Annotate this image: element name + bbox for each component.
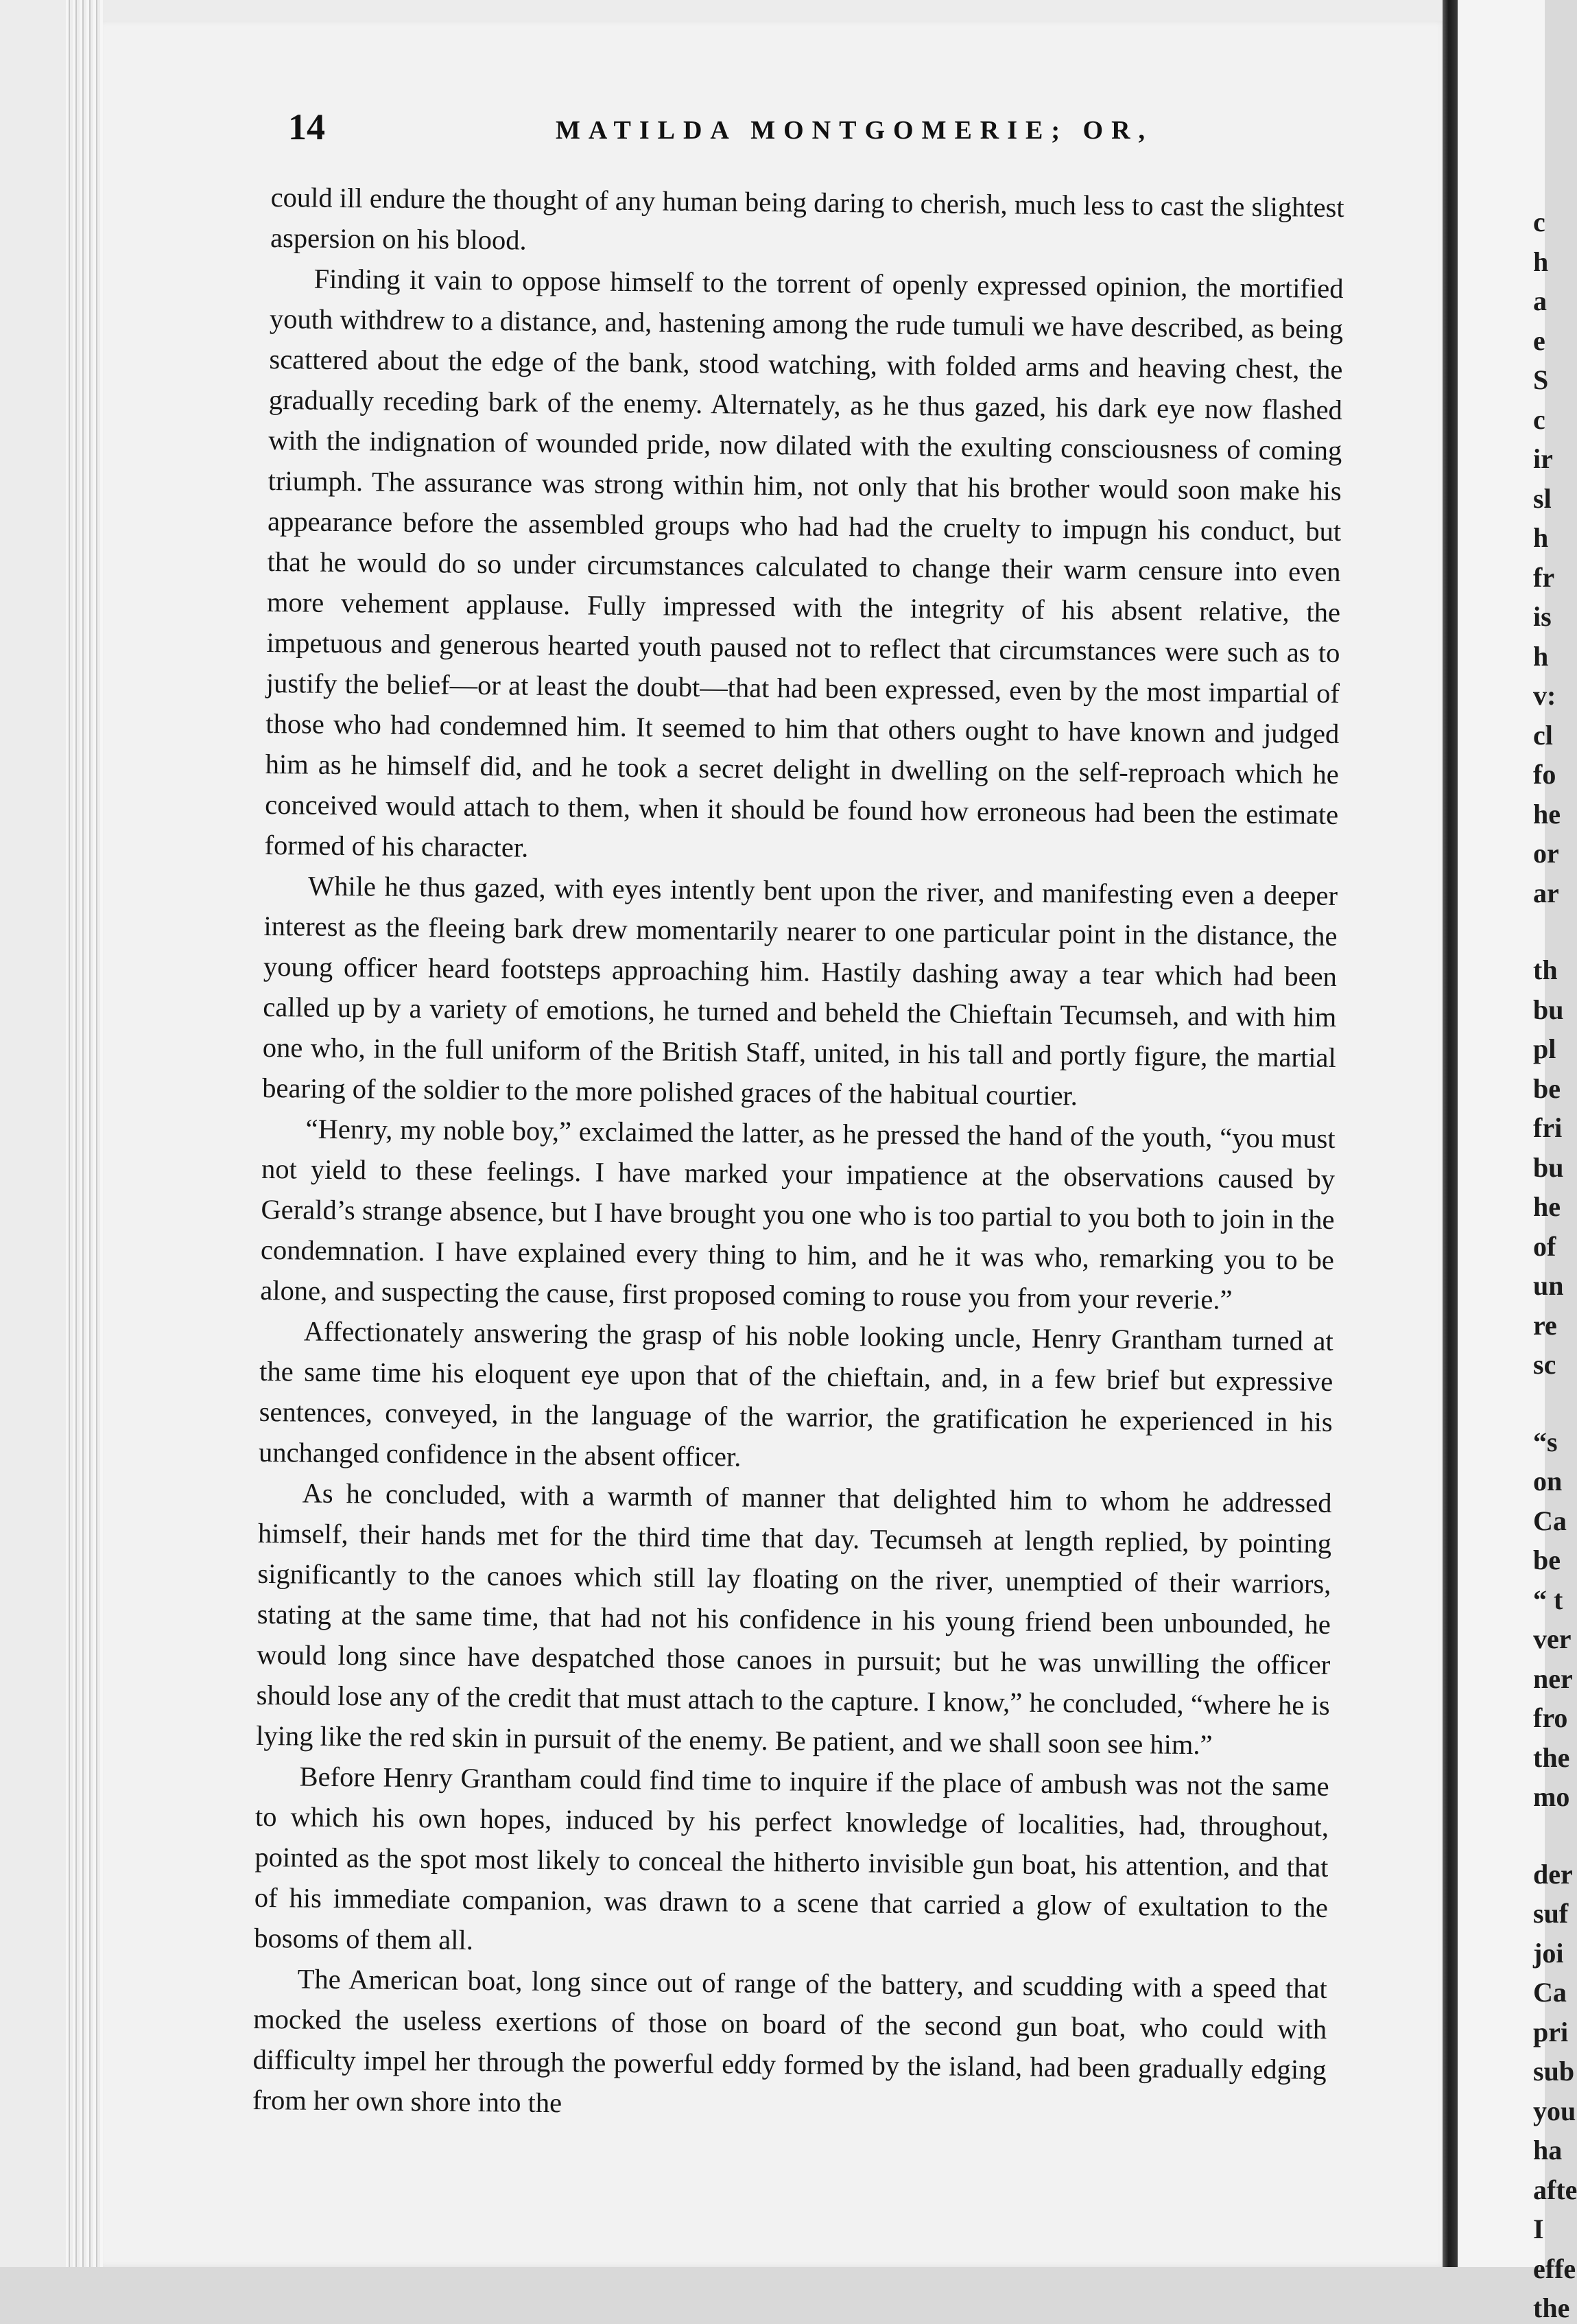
facing-page-margin — [1458, 0, 1577, 2323]
facing-page-fragment: h — [1533, 641, 1549, 672]
facing-page-fragment: cl — [1533, 720, 1553, 751]
paragraph: As he concluded, with a warmth of manner that delighted him to whom he addressed himself, their hands met for the third time that day. Tecumseh at length replied, by pointing significantly to the canoes which still lay floating on the river, unemptied of their warriors, stating at the same time, that had not his confidence in his young friend been unbounded, he would long since have despatched those canoes in pursuit; but he was unwilling the officer should lose any of the credit that must attach to the capture. I know,” he concluded, “where he is lying like the red skin in pursuit of the enemy. Be patient, and we shall soon see him.” — [255, 1477, 1332, 1761]
facing-page-fragment: der — [1533, 1859, 1573, 1890]
facing-page-fragment: ner — [1533, 1663, 1573, 1694]
facing-page-fragment: re — [1533, 1310, 1557, 1341]
facing-page-fragment: you — [1533, 2096, 1576, 2126]
paragraph: While he thus gazed, with eyes intently bent upon the river, and manifesting even a deeper interest as the fleeing bark drew momentarily nearer to one particular point in the distance, the young officer heard footsteps approaching him. Hastily dashing away a tear which had been called up by a variety of emotions, he turned and beheld the Chieftain Tecumseh, and with him one who, in the full uniform of the British Staff, united, in his tall and portly figure, the martial bearing of the soldier to the more polished graces of the habitual courtier. — [262, 870, 1338, 1112]
page-stack-edges — [66, 0, 103, 2267]
paragraph: The American boat, long since out of range of the battery, and scudding with a speed that mocked the useless exertions of those on board of the second gun boat, who could with difficulty impel her through the powerful eddy formed by the island, had been gradually edging from her own shore into the — [252, 1963, 1327, 2119]
facing-page-fragment: joi — [1533, 1938, 1564, 1969]
facing-page-fragment: e — [1533, 325, 1545, 356]
facing-page-fragment: ver — [1533, 1623, 1572, 1654]
facing-page-fragment: bu — [1533, 1152, 1564, 1183]
paragraph: Before Henry Grantham could find time to inquire if the place of ambush was not the same to which his own hopes, induced by his perfect knowledge of localities, had, throughout, pointed as the spot most likely to conceal the hitherto invisible gun boat, his attention, and that of his immediate companion, was drawn to a scene that carried a glow of exultation to the bosoms of them all. — [254, 1761, 1329, 1956]
paragraph: Affectionately answering the grasp of his noble looking uncle, Henry Grantham turned at the same time his eloquent eye upon that of the chieftain, and, in a few brief but expressive sentences, conveyed, in the language of the warrior, the gratification he experienced in his unchanged confidence in the absent officer. — [258, 1315, 1334, 1472]
facing-page-fragment: pl — [1533, 1033, 1556, 1064]
facing-page-fragment: is — [1533, 601, 1552, 632]
facing-page-fragment: th — [1533, 954, 1558, 985]
page-number: 14 — [288, 106, 325, 148]
facing-page-fragment: c — [1533, 404, 1545, 435]
paragraph: “Henry, my noble boy,” exclaimed the latter, as he pressed the hand of the youth, “you must not yield to these feelings. I have marked your impatience at the observations caused by Gerald’s strange absence, but I have brought you one who is too partial to you both to join in the condemnation. I have explained every thing to him, and he it was who, remarking you to be alone, and suspecting the cause, first proposed coming to rouse you from your reverie.” — [260, 1113, 1336, 1315]
facing-page-fragment: he — [1533, 1191, 1561, 1222]
facing-page-fragment: un — [1533, 1270, 1564, 1301]
facing-page-fragment: bu — [1533, 994, 1564, 1025]
facing-page-fragment: afte — [1533, 2174, 1577, 2205]
facing-page-fragment: h — [1533, 522, 1549, 553]
facing-page-fragment: h — [1533, 246, 1549, 277]
facing-page-fragment: sc — [1533, 1349, 1556, 1380]
facing-page-fragment: Ca — [1533, 1505, 1567, 1536]
facing-page-fragment: Ca — [1533, 1977, 1567, 2008]
facing-page-fragment: ir — [1533, 443, 1553, 474]
facing-page-fragment: c — [1533, 207, 1545, 237]
facing-page-fragment: be — [1533, 1545, 1561, 1575]
facing-page-fragment: sub — [1533, 2056, 1575, 2087]
facing-page-fragment: be — [1533, 1073, 1561, 1104]
facing-page-fragment: suf — [1533, 1898, 1569, 1929]
facing-page-fragment: “ t — [1533, 1584, 1563, 1615]
facing-page-fragment: v: — [1533, 680, 1556, 711]
page-body-text — [252, 177, 1344, 2131]
facing-page-fragment: the — [1533, 1742, 1570, 1773]
facing-page-fragment: the — [1533, 2292, 1570, 2323]
facing-page-fragment: fr — [1533, 562, 1555, 593]
facing-page-fragment: “s — [1533, 1427, 1558, 1457]
facing-page-fragment: effe — [1533, 2253, 1576, 2284]
facing-page-fragment: fro — [1533, 1702, 1568, 1733]
facing-page-fragment: ha — [1533, 2135, 1563, 2165]
facing-page-fragment: of — [1533, 1231, 1556, 1262]
facing-page-fragment: fri — [1533, 1112, 1563, 1143]
facing-page-fragment: fo — [1533, 759, 1556, 790]
book-gutter — [1443, 0, 1458, 2267]
paragraph: Finding it vain to oppose himself to the torrent of openly expressed opinion, the mortified youth withdrew to a distance, and, hastening among the rude tumuli we have described, as being scattered about the edge of the bank, stood watching, with folded arms and heaving chest, the gradually receding bark of the enemy. Alternately, as he thus gazed, his dark eye now flashed with the indignation of wounded pride, now dilated with the exulting consciousness of coming triumph. The assurance was strong within him, not only that his brother would soon make his appearance before the assembled groups who had had the cruelty to impugn his conduct, but that he would do so under circumstances calculated to change their warm censure into even more vehement applause. Fully impressed with the integrity of his absent relative, the impetuous and generous hearted youth paused not to reflect that circumstances were such as to justify the belief—or at least the doubt—that had been expressed, even by the most impartial of those who had condemned him. It seemed to him that others ought to have known and judged him as he himself did, and he took a secret delight in dwelling on the self-reproach which he conceived would attach to them, when it should be found how erroneous had been the estimate formed of his character. — [264, 263, 1344, 863]
facing-page-fragment: a — [1533, 285, 1547, 316]
running-title: MATILDA MONTGOMERIE; OR, — [556, 116, 1154, 145]
facing-page-fragment: on — [1533, 1466, 1563, 1496]
facing-page-fragment: he — [1533, 799, 1561, 830]
facing-page-fragment: S — [1533, 364, 1549, 395]
facing-page-fragment: pri — [1533, 2017, 1569, 2047]
facing-page-fragment: mo — [1533, 1781, 1570, 1812]
facing-page-fragment: ar — [1533, 878, 1559, 908]
facing-page-fragment: sl — [1533, 483, 1552, 514]
running-header — [288, 66, 1372, 148]
facing-page-fragment: I — [1533, 2214, 1544, 2244]
paragraph: could ill endure the thought of any human being daring to cherish, much less to cast the slightest aspersion on his blood. — [270, 181, 1344, 256]
facing-page-fragment: or — [1533, 838, 1559, 869]
